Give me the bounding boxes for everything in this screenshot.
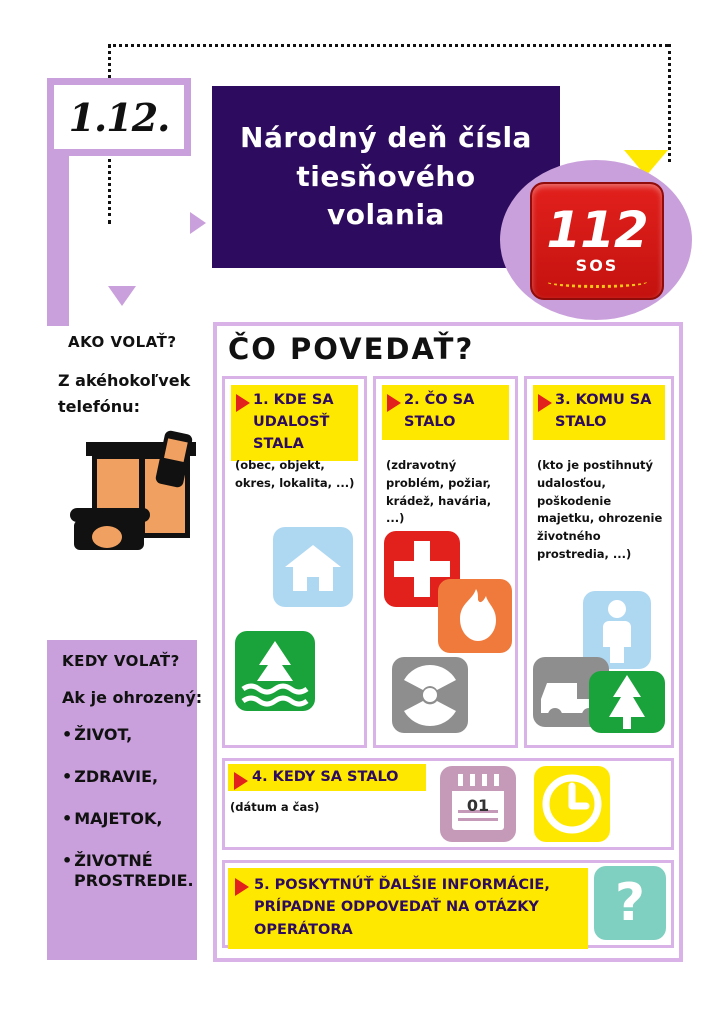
card-when-title: [228, 764, 426, 791]
card-additional-info-title: [228, 868, 588, 949]
question-mark-glyph: ?: [614, 873, 646, 933]
emergency-number: 112: [546, 200, 648, 259]
card-what-desc: (zdravotný problém, požiar, krádež, havária, ...): [386, 458, 492, 526]
list-item-label: ŽIVOTNÉ: [74, 851, 153, 870]
card-whom-title: [533, 385, 665, 440]
card-whom-desc: (kto je postihnutý udalosťou, poškodenie majetku, ohrozenie životného prostredia, ...): [537, 458, 663, 562]
arrow-marker-icon: [234, 772, 248, 790]
telephone-illustration: [68, 430, 208, 560]
house-icon: [273, 527, 353, 607]
forest-flood-icon: [235, 631, 315, 711]
question-mark-icon: [594, 866, 666, 940]
list-item: [62, 767, 192, 787]
when-to-call-heading: KEDY VOLAŤ?: [62, 652, 180, 670]
title-line-3: volania: [327, 198, 445, 232]
bullet-icon: •: [62, 725, 73, 744]
badge-swoosh-icon: [546, 275, 648, 288]
tree-icon: [589, 671, 665, 733]
card-when-title-label: 4. KEDY SA STALO: [252, 769, 399, 785]
title-line-1: Národný deň čísla: [240, 121, 532, 155]
calendar-day-label: 01: [466, 796, 490, 815]
card-when-desc: (dátum a čas): [230, 800, 320, 814]
calendar-icon: [440, 766, 516, 842]
mobile-screen-icon: [164, 438, 188, 462]
date-badge: [47, 78, 191, 156]
emergency-number-badge: [530, 182, 664, 300]
bullet-icon: •: [62, 809, 73, 828]
emergency-sos-label: SOS: [575, 256, 619, 276]
list-item-label: ZDRAVIE,: [74, 767, 159, 786]
when-to-call-sub: Ak je ohrozený:: [62, 688, 203, 707]
card-where-desc: (obec, objekt, okres, lokalita, ...): [235, 458, 355, 490]
date-badge-label: 1.12.: [68, 94, 170, 140]
list-item-label: MAJETOK,: [74, 809, 163, 828]
when-to-call-list: [62, 725, 192, 913]
card-additional-info-label: 5. POSKYTNÚŤ ĎALŠIE INFORMÁCIE, PRÍPADNE ODPOVEDAŤ NA OTÁZKY OPERÁTORA: [254, 877, 550, 938]
dotted-line-right: [668, 44, 671, 162]
card-where: [222, 376, 367, 748]
card-what-title: [382, 385, 509, 440]
card-whom-title-label: 3. KOMU SA STALO: [555, 392, 652, 430]
arrow-to-title-icon: [190, 212, 206, 234]
arrow-down-ako-volat-icon: [108, 286, 136, 306]
bullet-icon: •: [62, 851, 73, 870]
card-what-title-label: 2. ČO SA STALO: [404, 392, 475, 430]
list-item-label: ŽIVOT,: [74, 725, 133, 744]
fire-icon: [438, 579, 512, 653]
card-whom: [524, 376, 674, 748]
rotary-phone-icon: [70, 502, 154, 554]
card-where-title-label: 1. KDE SA UDALOSŤ STALA: [253, 392, 334, 452]
list-item: [62, 851, 192, 891]
what-to-say-heading: ČO POVEDAŤ?: [228, 332, 475, 366]
arrow-marker-icon: [235, 878, 249, 896]
card-what: [373, 376, 518, 748]
clock-icon: [534, 766, 610, 842]
dotted-line-top: [108, 44, 668, 47]
title-line-2: tiesňového: [296, 159, 476, 193]
list-item-label-2: PROSTREDIE.: [74, 871, 194, 890]
card-where-title: [231, 385, 358, 461]
arrow-marker-icon: [538, 394, 552, 412]
how-to-call-heading: AKO VOLAŤ?: [68, 333, 177, 351]
list-item: [62, 809, 192, 829]
radiation-icon: [392, 657, 468, 733]
how-to-call-text: Z akéhokoľvek telefónu:: [58, 371, 191, 416]
bullet-icon: •: [62, 767, 73, 786]
rotary-phone-handset-icon: [70, 508, 150, 522]
rotary-phone-dial-icon: [92, 526, 122, 548]
list-item: [62, 725, 192, 745]
arrow-marker-icon: [387, 394, 401, 412]
arrow-marker-icon: [236, 394, 250, 412]
